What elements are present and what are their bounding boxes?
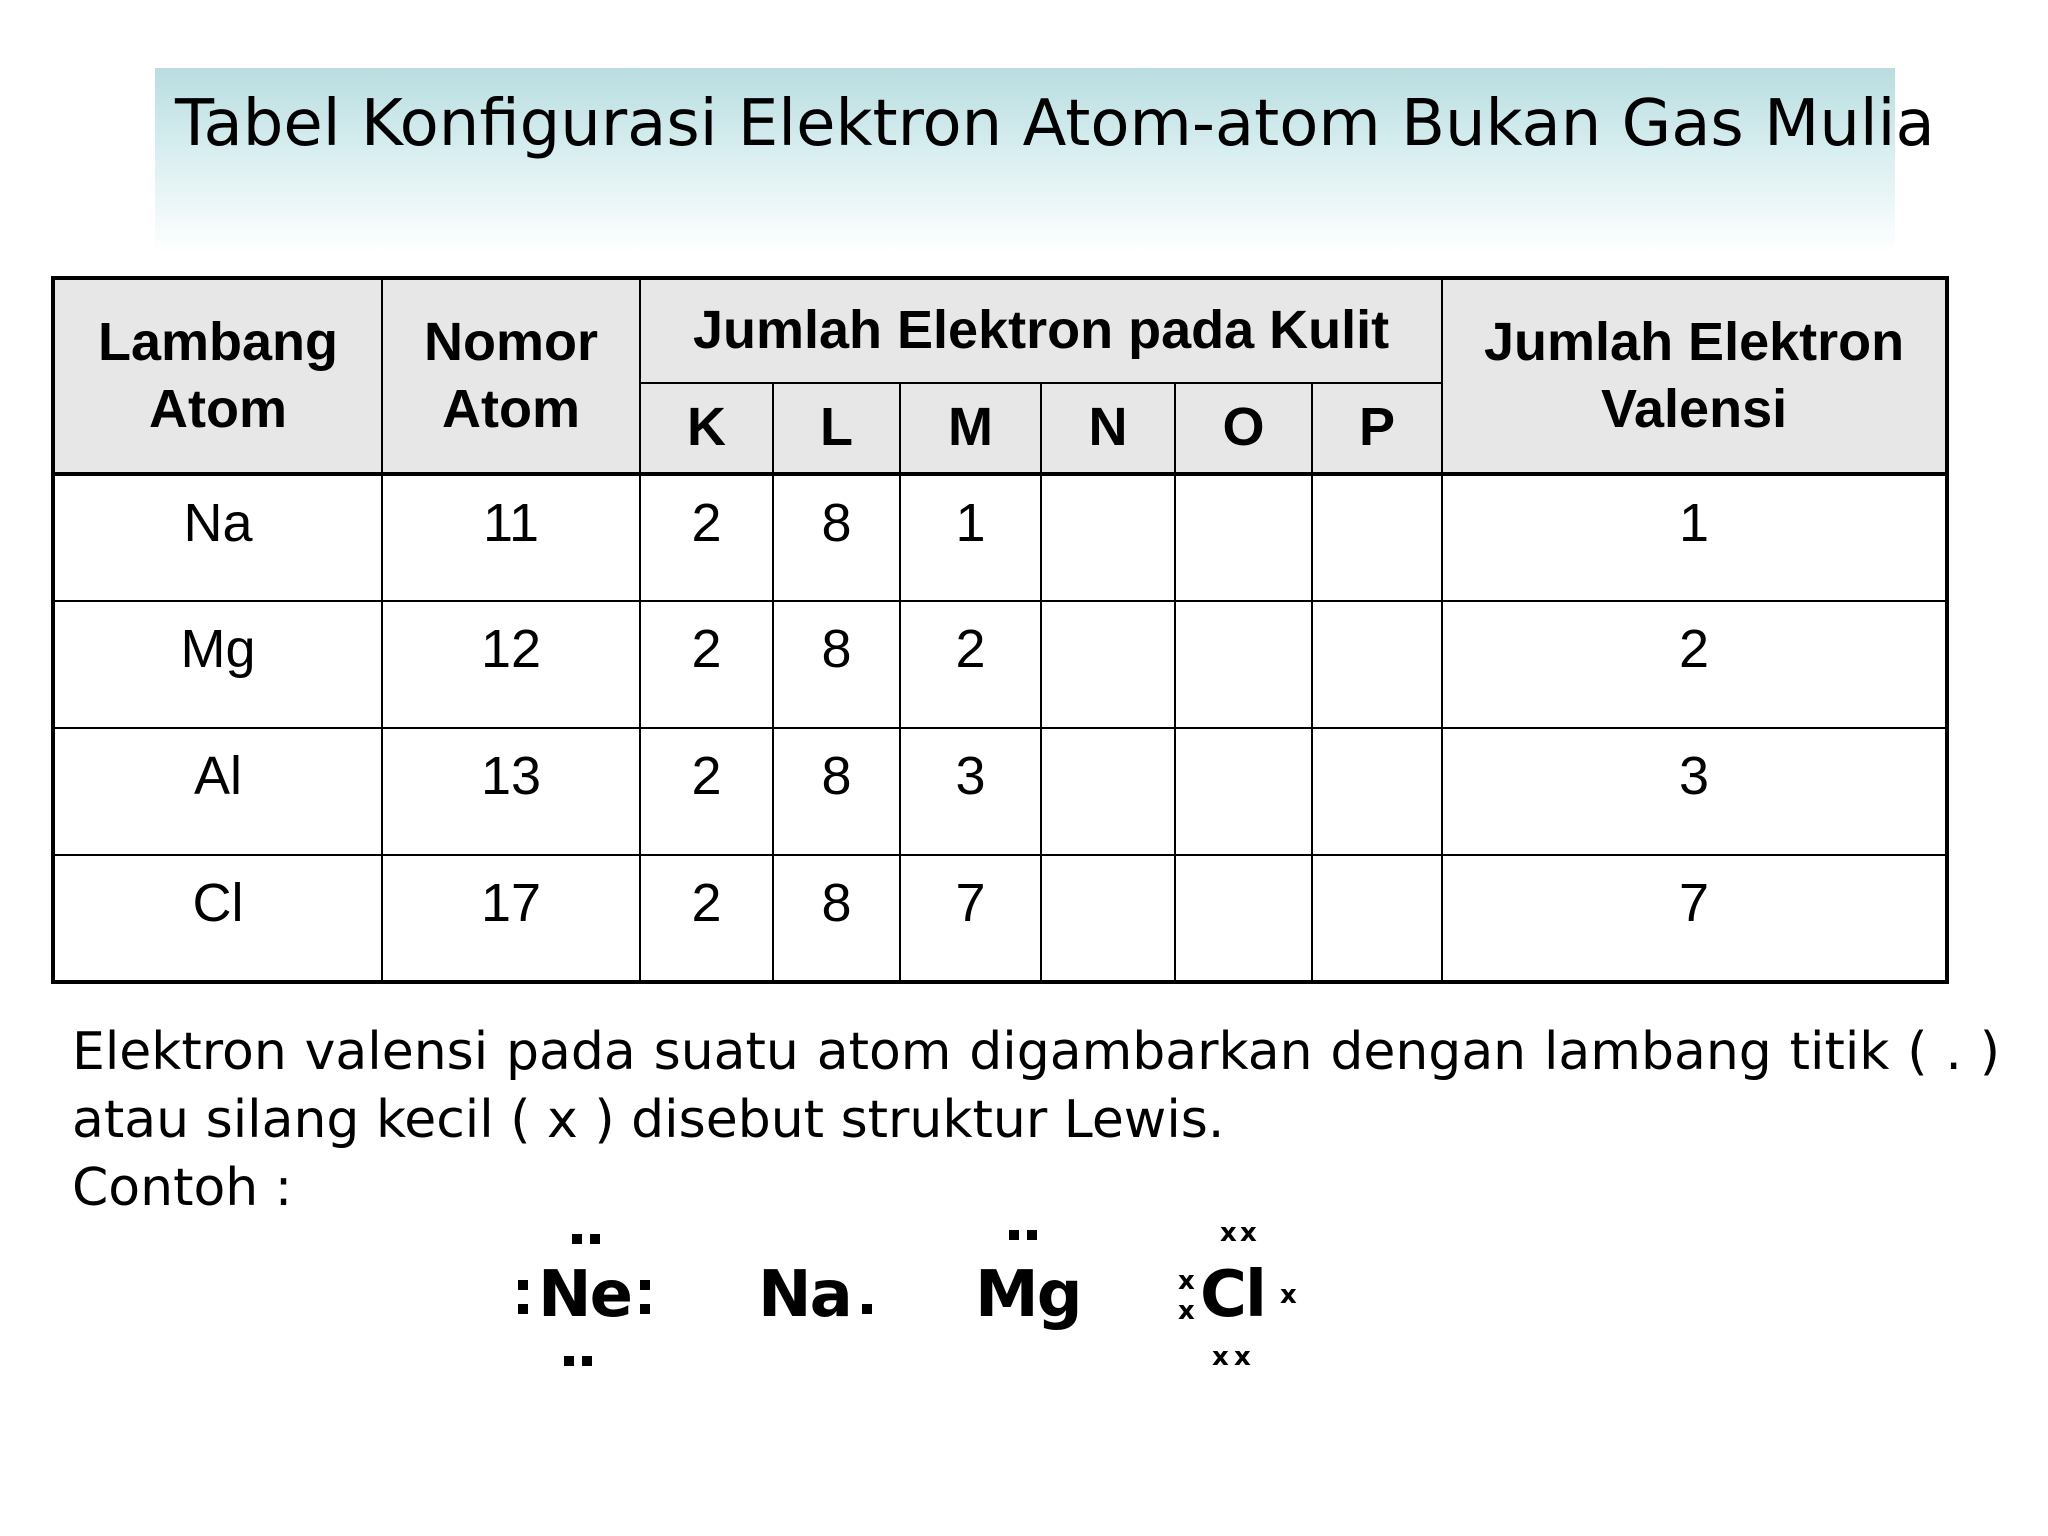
table-row [53,728,1947,855]
electron-cross: x [1178,1266,1195,1296]
cell-shell-m: 2 [900,601,1041,728]
electron-dot [862,1304,872,1314]
electron-dot [590,1234,600,1244]
lewis-mg [975,1210,1095,1390]
electron-dot [518,1280,528,1290]
electron-dot [640,1280,650,1290]
cell-shell-k: 2 [640,601,773,728]
title-band [155,68,1935,253]
lewis-na-symbol: Na [758,1258,851,1332]
cell-valence: 7 [1442,855,1947,982]
explanation-line-2: atau silang kecil ( x ) disebut struktur Lewis. [72,1090,1225,1150]
cell-valence: 2 [1442,601,1947,728]
table-row [53,855,1947,982]
electron-dot [572,1234,582,1244]
cell-shell-l: 8 [773,474,900,601]
header-shell-k: K [640,383,773,474]
cell-shell-p [1312,728,1442,855]
cell-shell-o [1175,855,1312,982]
header-symbol [53,278,382,474]
cell-shell-l: 8 [773,855,900,982]
electron-cross: x [1212,1342,1229,1372]
electron-dot [582,1356,592,1366]
page-title: Tabel Konfigurasi Elektron Atom-atom Bukan Gas Mulia [175,87,1935,161]
header-atomic-number-label: Nomor Atom [424,311,598,439]
table-row [53,601,1947,728]
cell-valence: 1 [1442,474,1947,601]
electron-cross: x [1220,1218,1237,1248]
cell-shell-o [1175,728,1312,855]
header-shell-p: P [1312,383,1442,474]
table-row [53,474,1947,601]
header-shell-o: O [1175,383,1312,474]
cell-atomic-number: 11 [382,474,640,601]
electron-cross: x [1178,1296,1195,1326]
electron-dot [640,1304,650,1314]
header-symbol-label: Lambang Atom [97,311,339,439]
header-shell-n: N [1041,383,1175,474]
lewis-cl-symbol: Cl [1200,1258,1265,1332]
lewis-na [758,1210,888,1390]
cell-shell-k: 2 [640,474,773,601]
cell-shell-l: 8 [773,601,900,728]
electron-dot [1027,1230,1037,1240]
lewis-ne [510,1210,660,1390]
cell-shell-n [1041,855,1175,982]
electron-configuration-table [51,276,1949,984]
cell-shell-l: 8 [773,728,900,855]
cell-shell-o [1175,474,1312,601]
cell-shell-m: 7 [900,855,1041,982]
header-shell-m: M [900,383,1041,474]
explanation-paragraph [72,1018,2000,1222]
cell-symbol: Na [53,474,382,601]
explanation-line-1: Elektron valensi pada suatu atom digambarkan dengan lambang titik ( . ) [72,1022,2000,1082]
lewis-ne-symbol: Ne [538,1258,631,1332]
electron-dot [1009,1230,1019,1240]
cell-shell-n [1041,474,1175,601]
lewis-cl [1168,1210,1308,1390]
example-label: Contoh : [72,1158,293,1218]
electron-cross: x [1234,1342,1251,1372]
header-valence [1442,278,1947,474]
electron-cross: x [1280,1280,1297,1310]
cell-symbol: Al [53,728,382,855]
lewis-structures [480,1210,1380,1390]
electron-dot [518,1304,528,1314]
cell-shell-k: 2 [640,855,773,982]
cell-shell-p [1312,474,1442,601]
header-valence-label: Jumlah Elektron Valensi [1484,311,1905,439]
cell-atomic-number: 12 [382,601,640,728]
cell-shell-o [1175,601,1312,728]
cell-shell-m: 3 [900,728,1041,855]
cell-shell-p [1312,601,1442,728]
lewis-mg-symbol: Mg [975,1258,1081,1332]
cell-shell-n [1041,601,1175,728]
cell-shell-p [1312,855,1442,982]
cell-atomic-number: 13 [382,728,640,855]
electron-cross: x [1240,1218,1257,1248]
cell-shell-m: 1 [900,474,1041,601]
cell-valence: 3 [1442,728,1947,855]
electron-dot [564,1356,574,1366]
cell-symbol: Cl [53,855,382,982]
cell-symbol: Mg [53,601,382,728]
header-atomic-number [382,278,640,474]
header-shell-l: L [773,383,900,474]
cell-shell-k: 2 [640,728,773,855]
cell-shell-n [1041,728,1175,855]
cell-atomic-number: 17 [382,855,640,982]
header-shell-group: Jumlah Elektron pada Kulit [640,278,1442,383]
